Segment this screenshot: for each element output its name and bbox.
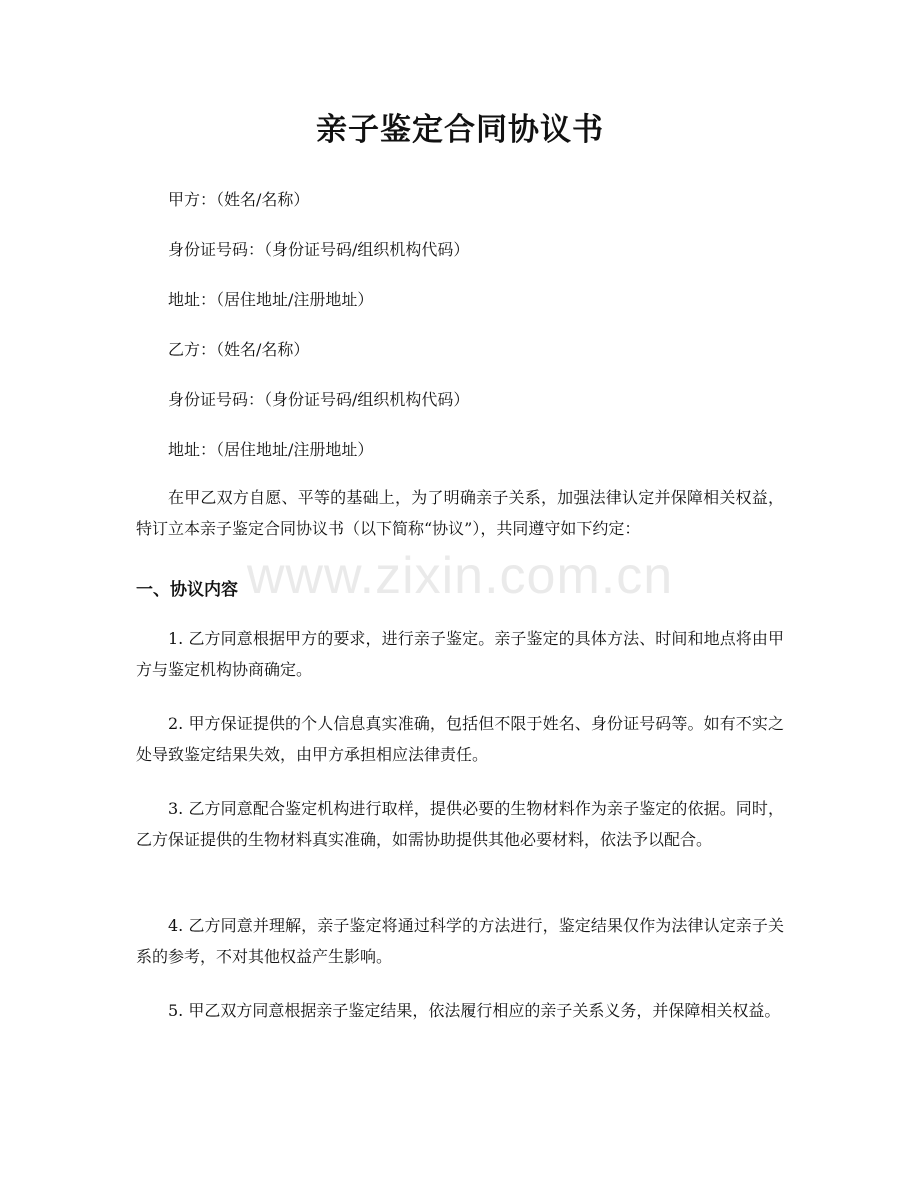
party-b-name: 乙方：（姓名/名称） bbox=[168, 340, 310, 359]
section-heading: 一、协议内容 bbox=[136, 580, 238, 600]
clause-1: 1. 乙方同意根据甲方的要求，进行亲子鉴定。亲子鉴定的具体方法、时间和地点将由甲方与鉴定机构协商确定。 bbox=[136, 629, 784, 679]
clause-4: 4. 乙方同意并理解，亲子鉴定将通过科学的方法进行，鉴定结果仅作为法律认定亲子关系的参考，不对其他权益产生影响。 bbox=[136, 916, 784, 966]
clause-3: 3. 乙方同意配合鉴定机构进行取样，提供必要的生物材料作为亲子鉴定的依据。同时，乙方保证提供的生物材料真实准确，如需协助提供其他必要材料，依法予以配合。 bbox=[136, 799, 784, 849]
party-a-name: 甲方：（姓名/名称） bbox=[168, 190, 310, 209]
party-a-id: 身份证号码：（身份证号码/组织机构代码） bbox=[168, 240, 470, 259]
preamble-paragraph: 在甲乙双方自愿、平等的基础上，为了明确亲子关系，加强法律认定并保障相关权益，特订立本亲子鉴定合同协议书（以下简称“协议”），共同遵守如下约定： bbox=[136, 488, 784, 538]
clause-5: 5. 甲乙双方同意根据亲子鉴定结果，依法履行相应的亲子关系义务，并保障相关权益。 bbox=[168, 1001, 781, 1020]
party-b-id: 身份证号码：（身份证号码/组织机构代码） bbox=[168, 390, 470, 409]
party-b-address: 地址：（居住地址/注册地址） bbox=[168, 440, 374, 459]
watermark: www.zixin.com.cn bbox=[246, 547, 674, 605]
party-a-address: 地址：（居住地址/注册地址） bbox=[168, 290, 374, 309]
clause-2: 2. 甲方保证提供的个人信息真实准确，包括但不限于姓名、身份证号码等。如有不实之处导致鉴定结果失效，由甲方承担相应法律责任。 bbox=[136, 714, 784, 764]
document-title: 亲子鉴定合同协议书 bbox=[316, 112, 604, 148]
